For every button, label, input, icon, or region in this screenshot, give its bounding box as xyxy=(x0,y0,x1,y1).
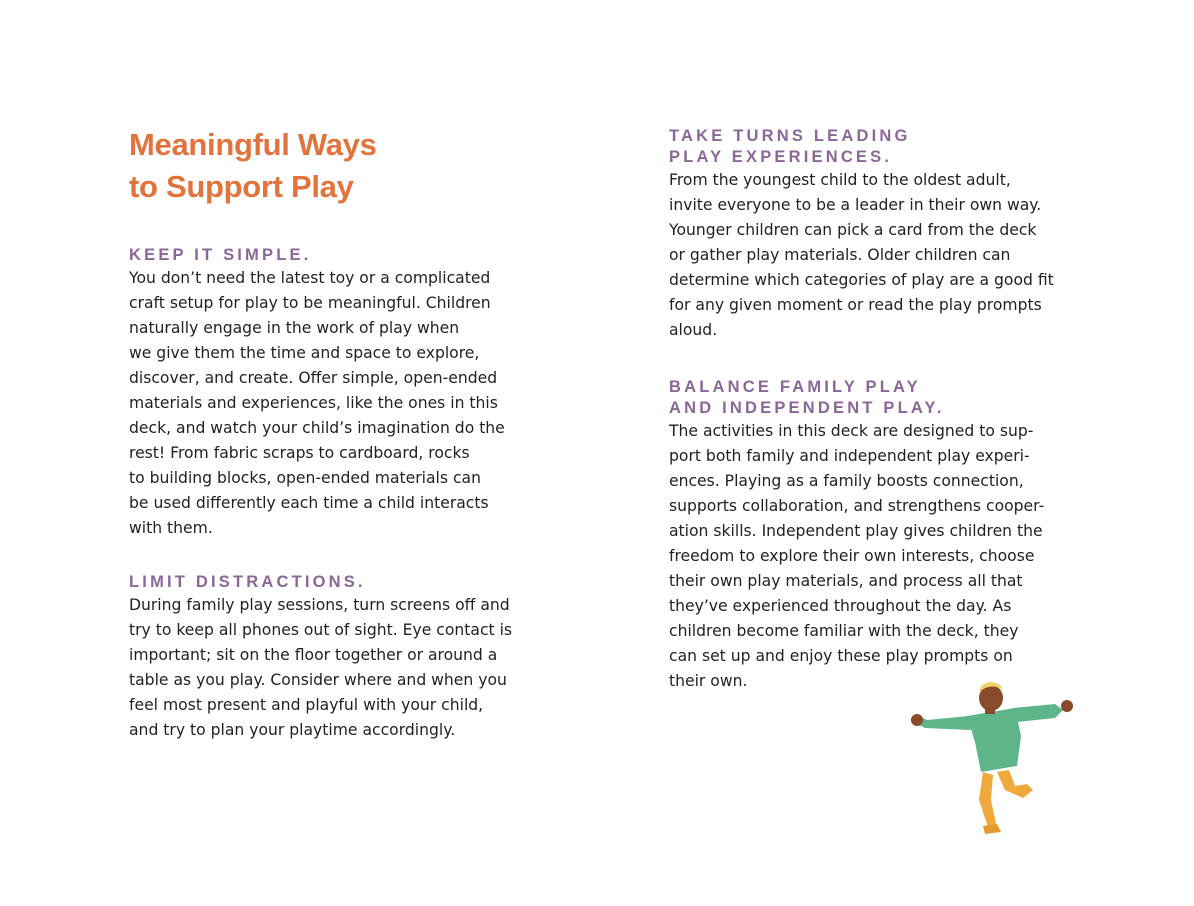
child-right-hand xyxy=(1061,700,1073,712)
child-left-hand xyxy=(911,714,923,726)
body-line: materials and experiences, like the ones in this xyxy=(129,394,498,412)
body-line: their own. xyxy=(669,672,748,690)
body-line: can set up and enjoy these play prompts on xyxy=(669,647,1013,665)
section-heading-line: KEEP IT SIMPLE. xyxy=(129,246,312,264)
section-balance-family-play xyxy=(669,377,1069,694)
body-line: and try to plan your playtime accordingly. xyxy=(129,721,456,739)
section-heading xyxy=(669,126,1069,168)
body-line: The activities in this deck are designed to sup- xyxy=(669,422,1034,440)
page-title-line-1: Meaningful Ways xyxy=(129,127,377,162)
body-line: discover, and create. Offer simple, open-ended xyxy=(129,369,498,387)
body-line: feel most present and playful with your child, xyxy=(129,696,484,714)
body-line: deck, and watch your child’s imagination do the xyxy=(129,419,505,437)
body-line: craft setup for play to be meaningful. Children xyxy=(129,294,491,312)
section-limit-distractions xyxy=(129,572,529,743)
body-line: You don’t need the latest toy or a complicated xyxy=(129,269,491,287)
body-line: or gather play materials. Older children can xyxy=(669,246,1011,264)
body-line: rest! From fabric scraps to cardboard, rocks xyxy=(129,444,470,462)
child-right-leg xyxy=(997,770,1033,798)
section-body xyxy=(669,168,1069,343)
section-heading xyxy=(129,572,529,593)
body-line: ation skills. Independent play gives children the xyxy=(669,522,1043,540)
child-right-arm xyxy=(1013,704,1063,722)
body-line: table as you play. Consider where and when you xyxy=(129,671,507,689)
body-line: port both family and independent play experi- xyxy=(669,447,1030,465)
child-left-leg xyxy=(979,772,997,830)
body-line: Younger children can pick a card from the deck xyxy=(669,221,1037,239)
body-line: their own play materials, and process all that xyxy=(669,572,1023,590)
body-line: try to keep all phones out of sight. Eye contact is xyxy=(129,621,513,639)
section-heading xyxy=(129,245,529,266)
body-line: to building blocks, open-ended materials can xyxy=(129,469,481,487)
section-heading-line: LIMIT DISTRACTIONS. xyxy=(129,573,366,591)
body-line: children become familiar with the deck, they xyxy=(669,622,1019,640)
body-line: During family play sessions, turn screens off and xyxy=(129,596,510,614)
page-title-line-2: to Support Play xyxy=(129,169,354,204)
body-line: freedom to explore their own interests, choose xyxy=(669,547,1035,565)
section-body xyxy=(129,593,529,743)
body-line: for any given moment or read the play prompts xyxy=(669,296,1042,314)
child-shirt xyxy=(967,708,1021,772)
section-heading-line: TAKE TURNS LEADING xyxy=(669,127,911,145)
body-line: naturally engage in the work of play when xyxy=(129,319,460,337)
dancing-child-illustration xyxy=(905,680,1085,840)
section-take-turns-leading xyxy=(669,126,1069,343)
page-title xyxy=(129,124,377,208)
body-line: supports collaboration, and strengthens cooper- xyxy=(669,497,1045,515)
section-heading xyxy=(669,377,1069,419)
body-line: invite everyone to be a leader in their own way. xyxy=(669,196,1042,214)
section-heading-line: BALANCE FAMILY PLAY xyxy=(669,378,921,396)
body-line: important; sit on the floor together or around a xyxy=(129,646,498,664)
body-line: they’ve experienced throughout the day. As xyxy=(669,597,1012,615)
body-line: we give them the time and space to explore, xyxy=(129,344,480,362)
section-heading-line: PLAY EXPERIENCES. xyxy=(669,148,893,166)
child-foot xyxy=(983,824,1001,834)
body-line: aloud. xyxy=(669,321,718,339)
body-line: be used differently each time a child interacts xyxy=(129,494,489,512)
section-heading-line: AND INDEPENDENT PLAY. xyxy=(669,399,945,417)
section-body xyxy=(129,266,529,541)
body-line: determine which categories of play are a good fit xyxy=(669,271,1054,289)
body-line: From the youngest child to the oldest adult, xyxy=(669,171,1011,189)
section-keep-it-simple xyxy=(129,245,529,541)
section-body xyxy=(669,419,1069,694)
body-line: ences. Playing as a family boosts connection, xyxy=(669,472,1024,490)
body-line: with them. xyxy=(129,519,213,537)
